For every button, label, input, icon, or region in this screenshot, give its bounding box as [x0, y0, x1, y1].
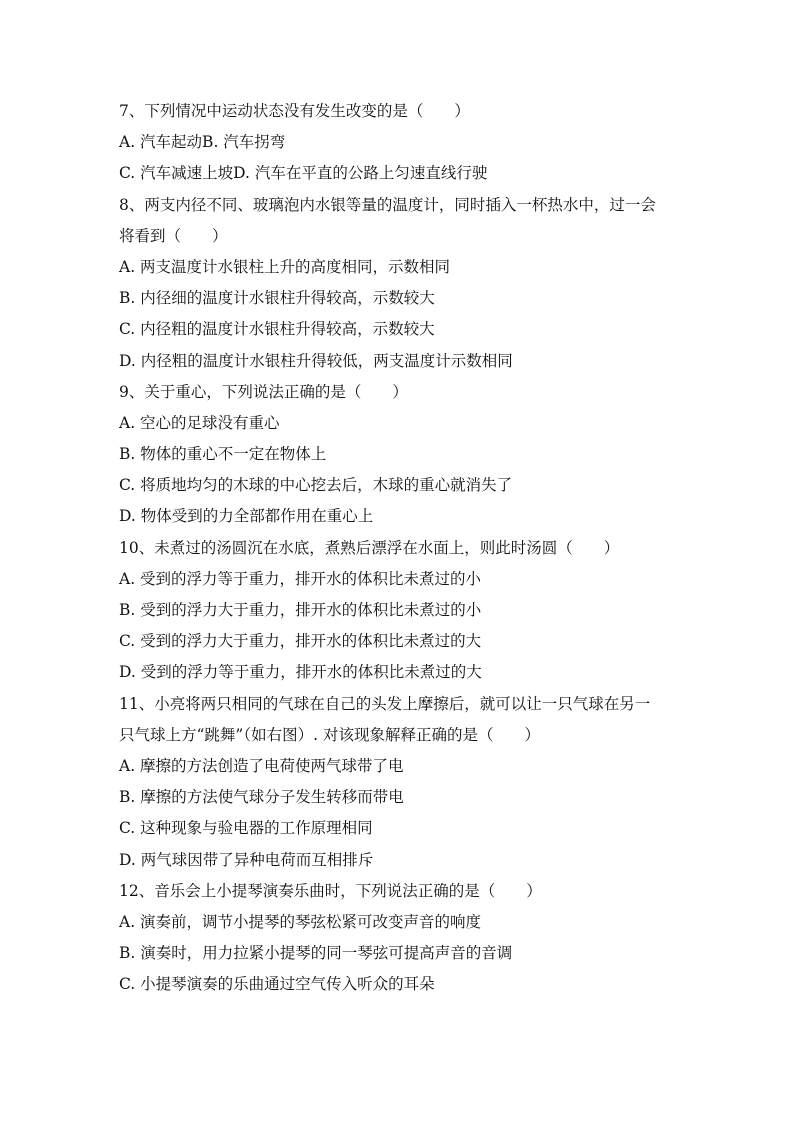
question-7-options-cd: C. 汽车减速上坡D. 汽车在平直的公路上匀速直线行驶 — [119, 164, 488, 183]
question-11-option-d: D. 两气球因带了异种电荷而互相排斥 — [119, 850, 374, 869]
question-12-option-c: C. 小提琴演奏的乐曲通过空气传入听众的耳朵 — [119, 975, 435, 994]
question-11-stem-cont: 只气球上方“跳舞”（如右图）. 对该现象解释正确的是（ ） — [119, 725, 540, 744]
question-10-option-c: C. 受到的浮力大于重力，排开水的体积比未煮过的大 — [119, 632, 482, 651]
question-9-option-a: A. 空心的足球没有重心 — [119, 413, 280, 432]
question-10-stem: 10、未煮过的汤圆沉在水底，煮熟后漂浮在水面上，则此时汤圆（ ） — [119, 538, 620, 557]
question-11-option-b: B. 摩擦的方法使气球分子发生转移而带电 — [119, 788, 404, 807]
question-9-option-b: B. 物体的重心不一定在物体上 — [119, 445, 327, 464]
question-10-option-b: B. 受到的浮力大于重力，排开水的体积比未煮过的小 — [119, 601, 482, 619]
question-8-option-c: C. 内径粗的温度计水银柱升得较高，示数较大 — [119, 320, 435, 339]
question-12-option-b: B. 演奏时，用力拉紧小提琴的同一琴弦可提高声音的音调 — [119, 944, 513, 963]
question-7-options-ab: A. 汽车起动B. 汽车拐弯 — [119, 133, 286, 152]
question-12-option-a: A. 演奏前，调节小提琴的琴弦松紧可改变声音的响度 — [119, 912, 482, 931]
question-8-stem-cont: 将看到（ ） — [119, 226, 228, 245]
question-11-option-a: A. 摩擦的方法创造了电荷使两气球带了电 — [119, 756, 404, 775]
question-10-option-a: A. 受到的浮力等于重力，排开水的体积比未煮过的小 — [119, 569, 482, 588]
question-9-stem: 9、关于重心，下列说法正确的是（ ） — [119, 382, 408, 401]
question-8-option-b: B. 内径细的温度计水银柱升得较高，示数较大 — [119, 289, 435, 308]
question-8-stem: 8、两支内径不同、玻璃泡内水银等量的温度计，同时插入一杯热水中，过一会 — [119, 195, 656, 214]
question-7-stem: 7、下列情况中运动状态没有发生改变的是（ ） — [119, 102, 470, 120]
question-8-option-d: D. 内径粗的温度计水银柱升得较低，两支温度计示数相同 — [119, 351, 513, 370]
question-12-stem: 12、音乐会上小提琴演奏乐曲时，下列说法正确的是（ ） — [119, 881, 542, 900]
question-9-option-d: D. 物体受到的力全部都作用在重心上 — [119, 507, 374, 526]
question-text — [119, 96, 679, 1000]
question-10-option-d: D. 受到的浮力等于重力，排开水的体积比未煮过的大 — [119, 663, 482, 682]
question-11-option-c: C. 这种现象与验电器的工作原理相同 — [119, 819, 373, 838]
question-11-stem: 11、小亮将两只相同的气球在自己的头发上摩擦后，就可以让一只气球在另一 — [119, 694, 651, 713]
question-8-option-a: A. 两支温度计水银柱上升的高度相同，示数相同 — [119, 257, 451, 276]
question-9-option-c: C. 将质地均匀的木球的中心挖去后，木球的重心就消失了 — [119, 476, 513, 495]
